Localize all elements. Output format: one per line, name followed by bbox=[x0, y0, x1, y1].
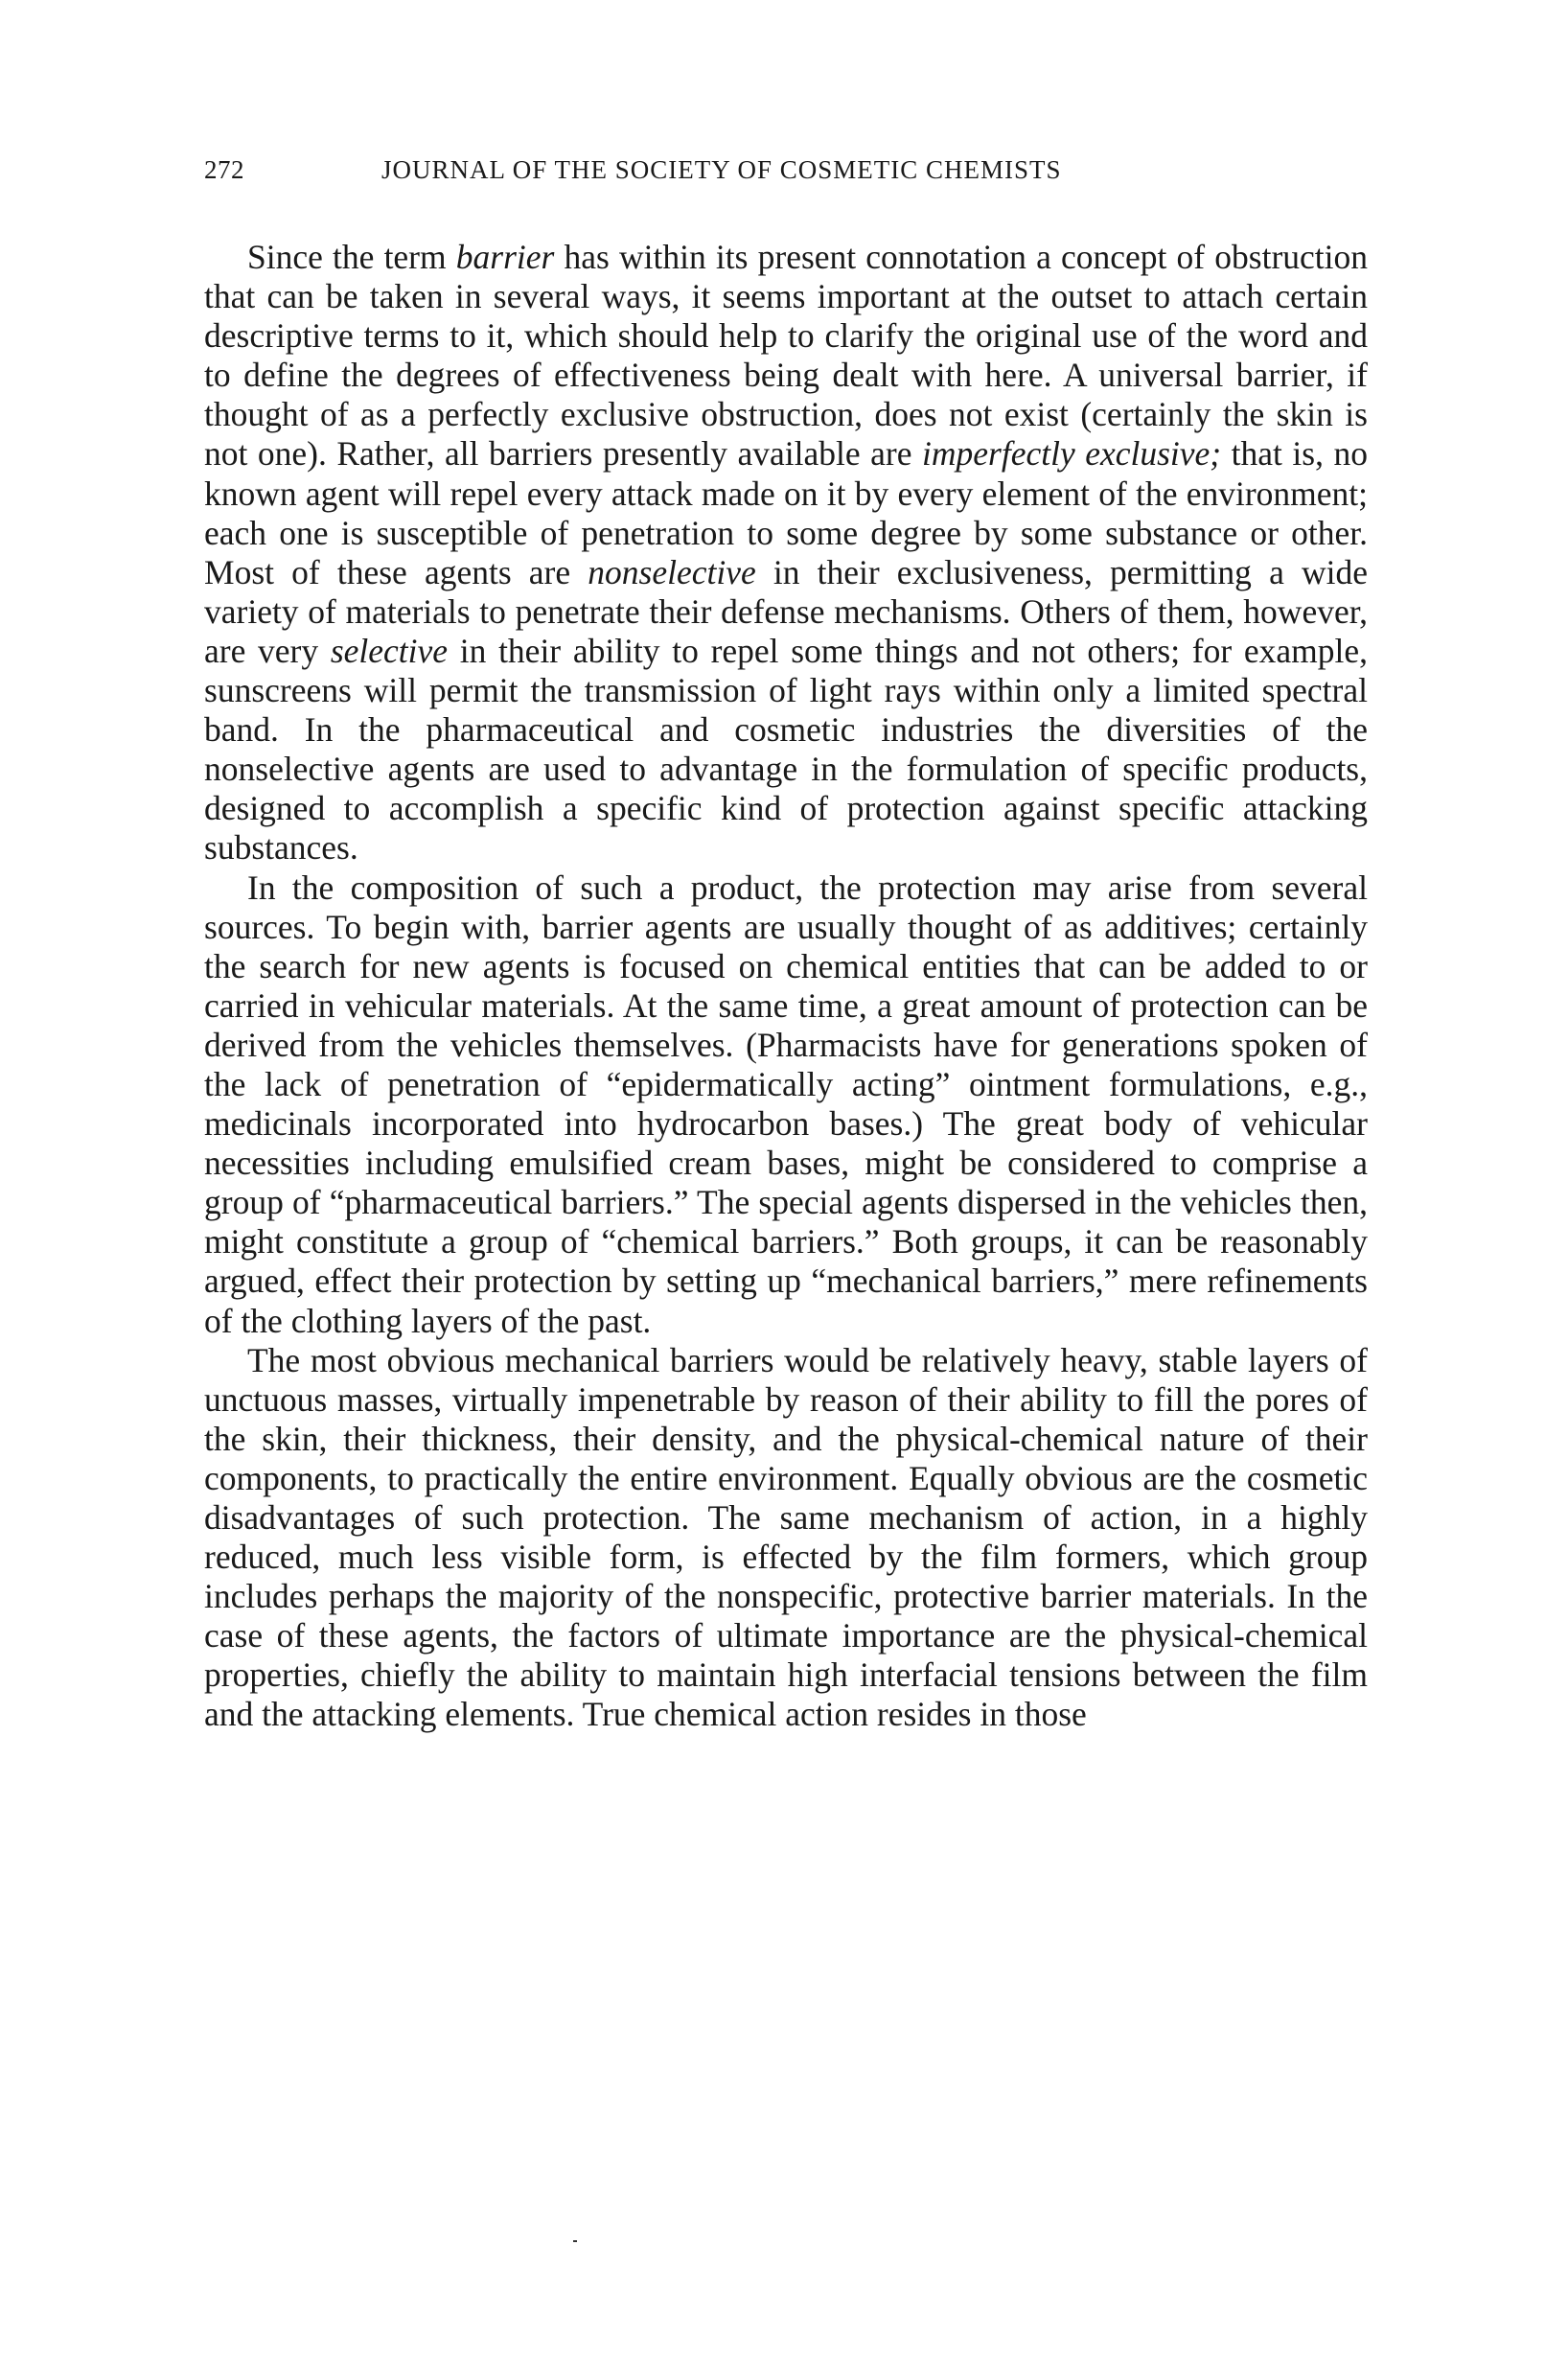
text-run: In the composition of such a product, the protection may arise from several sources. To begin with, barrier agents are usually thought of as additives; certainly the search for new agents is focused on chemical entities that can be added to or carried in vehicular materials. At the same time, a great amount of protection can be derived from the vehicles themselves. (Pharmacists have for generations spoken of the lack of penetration of “epidermatically acting” ointment formulations, e.g., medicinals incorporated into hydrocarbon bases.) The great body of vehicular necessities including emulsified cream bases, might be considered to comprise a group of “pharmaceutical barriers.” The special agents dispersed in the vehicles then, might constitute a group of “chemical barriers.” Both groups, it can be reasonably argued, effect their protection by setting up “mechanical barriers,” mere refinements of the clothing layers of the past. bbox=[204, 868, 1368, 1340]
paragraph-3 bbox=[204, 1341, 1368, 1735]
scan-speck bbox=[573, 2240, 577, 2242]
text-run: in their exclusiveness, permitting a wide variety of materials to penetrate their defense mechanisms. Others of them, however, are very bbox=[204, 552, 1368, 670]
italic-term: nonselective bbox=[588, 552, 756, 591]
italic-term: selective bbox=[330, 631, 449, 670]
italic-term: barrier bbox=[455, 238, 555, 276]
text-run: The most obvious mechanical barriers would be relatively heavy, stable layers of unctuous masses, virtually impenetrable by reason of their ability to fill the pores of the skin, their thickness, their density, and the physical-chemical nature of their components, to practically the entire environment. Equally obvious are the cosmetic disadvantages of such protection. The same mechanism of action, in a highly reduced, much less visible form, is effected by the film formers, which group includes perhaps the majority of the nonspecific, protective barrier materials. In the case of these agents, the factors of ultimate importance are the physical-chemical properties, chiefly the ability to maintain high interfacial tensions between the film and the attacking elements. True chemical action resides in those bbox=[204, 1340, 1368, 1734]
journal-title: JOURNAL OF THE SOCIETY OF COSMETIC CHEMISTS bbox=[381, 155, 1062, 184]
text-run: Since the term bbox=[247, 238, 456, 276]
paragraph-1 bbox=[204, 238, 1368, 868]
body-text bbox=[204, 238, 1368, 1735]
page-number: 272 bbox=[204, 155, 244, 184]
text-run: has within its present connotation a concept of obstruction that can be taken in several ways, it seems important at the outset to attach certain descriptive terms to it, which should help to clarify the original use of the word and to define the degrees of effectiveness being dealt with here. A universal barrier, if thought of as a perfectly exclusive obstruction, does not exist (certainly the skin is not one). Rather, all barriers presently available are bbox=[204, 238, 1368, 474]
italic-term: imperfectly exclusive; bbox=[922, 434, 1222, 474]
text-run: in their ability to repel some things and not others; for example, sunscreens will permit the transmission of light rays within only a limited spectral band. In the pharmaceutical and cosmetic industries the diversities of the nonselective agents are used to advantage in the formulation of specific products, designed to accomplish a specific kind of protection against specific attacking substances. bbox=[204, 631, 1368, 868]
running-head bbox=[204, 155, 1366, 194]
paragraph-2 bbox=[204, 868, 1368, 1341]
text-run: that is, no known agent will repel every attack made on it by every element of the environment; each one is susceptible of penetration to some degree by some substance or other. Most of these agents are bbox=[204, 434, 1368, 591]
